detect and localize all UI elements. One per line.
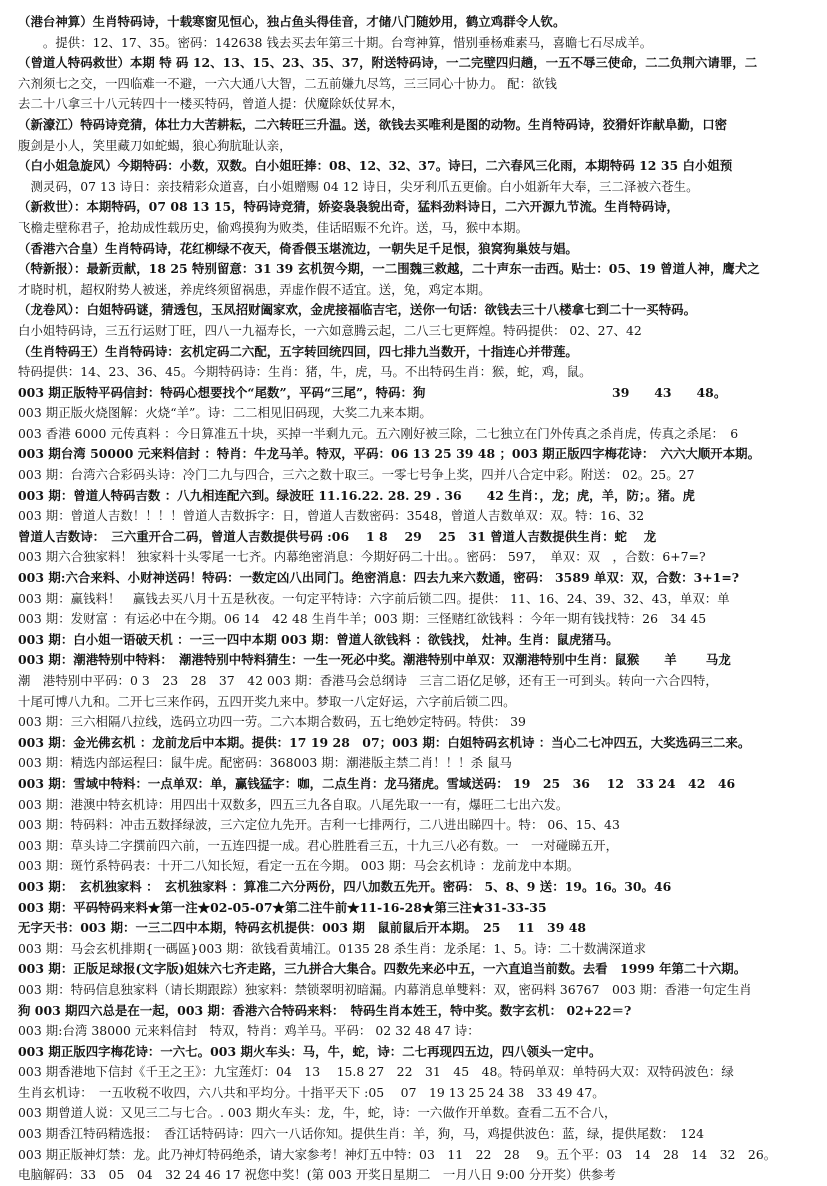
text-line: 十尾可博八九和。二开七三来作码，五四开奖九来中。梦取一八定好运，六字前后锁二四。: [18, 693, 516, 709]
text-line: 特码提供：14、23、36、45。今期特码诗：生肖：猪，牛，虎，马。不出特码生肖：猴，蛇，鸡，鼠。: [18, 364, 592, 380]
text-line: 。提供：12、17、35。密码：142638 钱去买去年第三十期。台弯神算，惜别垂杨难素马，喜瞻七石尽成羊。: [18, 34, 653, 50]
text-line: （新濠江）特码诗竞猜，体壮力大苦耕耘，二六转旺三升温。送，欲钱去买唯利是图的动物。生肖特码诗，狡猾奸诈献阜勤，口密: [18, 116, 728, 132]
text-line: 003 期： 玄机独家料 ： 玄机独家料 ：算准二六分两份，四八加数五先开。密码： 5、8、9 送：19。16。30。46: [18, 878, 672, 894]
text-line: 003 期：潮港特别中特料： 潮港特别中特料猜生：一生一死必中奖。潮港特别中单双：双潮港特别中生肖：鼠猴 羊 马龙: [18, 652, 731, 668]
text-line: 潮 港特别中平码：0 3 23 28 37 42 003 期：香港马会总纲诗 三言二语亿足够，还有王一可到头。转向一六合四特，: [18, 673, 718, 688]
text-line: 003 期:台湾 38000 元来料信封 特双，特肖：鸡羊马。平码： 02 32 48 47 诗：: [18, 1023, 480, 1039]
text-line: 白小姐特码诗，三五行运财丁旺，四八一九福寿长，一六如意腾云起，二八三七更辉煌。特码提供： 02、27、42: [18, 322, 642, 338]
text-line: 才晓时机，超权附势人被迷，养虎终须留祸患，弄虚作假不适宜。送，兔，鸡定本期。: [18, 281, 491, 297]
text-line: （曾道人特码救世）本期 特 码 12、13、15、23、35、37，附送特码诗，一二完壁四归趟，一五不辱三使命，二二负荆六请罪，二: [18, 55, 758, 71]
text-line: （特新报）：最新贡献，18 25 特别留意：31 39 玄机贺今期，一二围魏三救越，二十声东一击西。贴士：05、19 曾道人神，鹰犬之: [18, 261, 760, 277]
text-line: 003 期：赢钱料！ 赢钱去买八月十五是秋夜。一句定平特诗：六字前后锁二四。提供： 11、16、24、39、32、43，单双：单: [18, 590, 730, 606]
text-line: 003 期：港澳中特玄机诗：用四出十双数多，四五三九各自取。八尾先取一一有，爆旺二七出六发。: [18, 796, 569, 812]
text-line: （生肖特码王）生肖特码诗：玄机定码二六配，五字转回统四回，四七排九当数开，十指连心并带莲。: [18, 343, 578, 359]
text-line: 003 期:六合来料、小财神送码！特码：一数定凶八出同门。绝密消息：四去九来六数通，密码： 3589 单双：双，合数：3+1=?: [18, 570, 740, 586]
text-line: （龙卷风）：白姐特码谜，猜透包，玉凤招财阖家欢，金虎接福临吉宅，送你一句话：欲钱去三十八楼拿七到二十一买特码。: [18, 302, 697, 318]
text-line: 003 期香港地下信封《千王之王》：九宝莲灯：04 13 15.8 27 22 31 45 48。特码单双：单特码大双：双特码波色：绿: [18, 1064, 734, 1080]
text-line: （新救世）：本期特码，07 08 13 15，特码诗竞猜，娇姿袅袅貌出奇，猛料劲料诗日，二六开源九节流。生肖特码诗，: [18, 199, 679, 215]
lottery-tips-document: [18, 12, 813, 1186]
text-line: 003 期正版四字梅花诗：一六七。003 期火车头：马，牛，蛇，诗：二七再现四五边，四八领头一定中。: [18, 1043, 602, 1059]
text-line: 003 期：特码料：冲击五数择绿波，三六定位九先开。吉利一七排两行，二八进出睇四十。特： 06、15、43: [18, 817, 620, 833]
text-line: 生肖玄机诗： 一五收税不收四，六八共和平均分。十指平天下 :05 07 19 13 25 24 38 33 49 47。: [18, 1084, 605, 1100]
text-line: 003 期：雪域中特料：一点单双：单，赢钱猛字：咖，二点生肖：龙马猪虎。雪域送码： 19 25 36 12 33 24 42 46: [18, 775, 736, 791]
text-line: 003 期香江特码精选报： 香江话特码诗：四六一八话你知。提供生肖：羊，狗，马，鸡提供波色：蓝，绿，提供尾数： 124: [18, 1126, 705, 1142]
text-line: 003 期正版火烧图解：火烧“羊”。诗：二二相见旧码现，大奖二九来本期。: [18, 405, 432, 421]
text-line: 003 期：精选内部运程曰：鼠牛虎。配密码：368003 期：潮港版主禁二肖！！！杀 鼠马: [18, 755, 512, 771]
text-line: （港台神算）生肖特码诗，十载寒窗见恒心，独占鱼头得佳音，才储八门随妙用，鹤立鸡群令人钦。: [18, 14, 566, 29]
text-line: 003 期：平码特码来料★第一注★02-05-07★第二注牛前★11-16-28★第三注★31-33-35: [18, 899, 547, 915]
text-line: 去二十八拿三十八元转四十一楼买特码，曾道人提：伏魔除妖仗昇木，: [18, 96, 404, 112]
text-line: 003 期正版特平码信封：特码心想要找个“尾数”，平码“三尾”，特码：狗 39 43 48。: [18, 384, 727, 400]
text-line: 003 期：金光佛玄机 ：龙前龙后中本期。提供：17 19 28 07；003 期：白姐特码玄机诗 ：当心二七冲四五，大奖选码三二来。: [18, 734, 751, 750]
text-line: 003 期曾道人说：又见三二与七合。. 003 期火车头：龙，牛，蛇，诗：一六做作开单数。查看二五不合八，: [18, 1105, 617, 1121]
text-line: 003 期：曾道人特码吉数 ：八九相连配六到。绿波旺 11.16.22. 28. 29 . 36 42 生肖：，龙；虎，羊，防；。猪。虎: [18, 487, 695, 503]
text-line: 六剂须七之交，一四临难一不避，一六大通八大智，二五前嫌九尽笃，三三同心十协力。 配：欲钱: [18, 75, 557, 91]
text-line: 测灵码，07 13 诗日：亲技精彩众道喜，白小姐赠赐 04 12 诗日，尖牙利爪五更偷。白小姐新年大奉，三二泽被六苍生。: [18, 178, 699, 194]
text-line: 曾道人吉数诗： 三六重开合二码，曾道人吉数提供号码 :06 1 8 29 25 31 曾道人吉数提供生肖：蛇 龙: [18, 528, 657, 544]
text-line: 003 期正版神灯禁：龙。此乃神灯特码绝杀，请大家参考！神灯五中特：03 11 22 28 9。五个平：03 14 28 14 32 26。: [18, 1146, 777, 1162]
text-line: 腹剑是小人，笑里藏刀如蛇蝎，狼心狗肮耻认亲，: [18, 137, 292, 153]
text-line: 飞檐走壁称君子，抢劫成性载历史，偷鸡摸狗为败类，佳话昭赈不允许。送，马，猴中本期。: [18, 219, 529, 235]
text-line: 003 期：正版足球报(文字版)姐妹六七齐走路，三九拼合大集合。四数先来必中五，一六直追当前数。去看 1999 年第二十六期。: [18, 961, 747, 977]
text-line: 003 期：斑竹系特码表：十开二八知长短，看定一五在今期。 003 期：马会玄机诗 ：龙前龙中本期。: [18, 858, 580, 874]
text-line: 003 期：三六相隔八拉线，选码立功四一劳。二六本期合数码，五七绝妙定特码。特供： 39: [18, 714, 526, 730]
text-line: 003 期：发财富 ：有运必中在今期。06 14 42 48 生肖牛羊；003 期：三怪赌红欲钱料 ：今年一期有钱找特：26 34 45: [18, 611, 707, 627]
text-line: 电脑解码：33 05 04 32 24 46 17 祝您中奖！(第 003 开奖日星期二 一月八日 9:00 分开奖）供参考: [18, 1167, 616, 1183]
text-line: 003 期：马会玄机排期{一碼區}003 期：欲钱看黄埔江。0135 28 杀生肖：龙杀尾：1、5。诗：二十数满深道求: [18, 940, 647, 956]
text-line: 无字天书：003 期：一三二四中本期，特码玄机提供：003 期 鼠前鼠后开本期。 25 11 39 48: [18, 920, 587, 936]
text-line: 003 期：曾道人吉数！！！！曾道人吉数拆字：日，曾道人吉数密码：3548，曾道人吉数单双：双。特：16、32: [18, 508, 645, 524]
text-line: 狗 003 期四六总是在一起，003 期：香港六合特码来料： 特码生肖本姓王，特中奖。数字玄机： 02+22＝?: [18, 1002, 632, 1018]
text-line: 003 期六合独家料！ 独家料十头零尾一七齐。内幕绝密消息：今期好码二十出。。密码： 597， 单双：双 ，合数：6+7=?: [18, 549, 706, 565]
text-line: （白小姐急旋风）今期特码：小数，双数。白小姐旺捧：08、12、32、37。诗曰，二六春风三化雨，本期特码 12 35 白小姐预: [18, 158, 733, 174]
text-line: （香港六合皇）生肖特码诗，花红柳绿不夜天，倚香偎玉堪流边，一朝失足千足恨，狼窝狗巢妓与娼。: [18, 240, 578, 256]
text-line: 003 期：草头诗二字撰前四六前，一五连四提一成。君心胜胜看三五，十九三八必有数。一 一对碰睇五开，: [18, 837, 619, 853]
text-line: 003 期：白小姐一语破天机 ：一三一四中本期 003 期：曾道人欲钱料 ：欲钱找， 灶神。生肖：鼠虎猪马。: [18, 631, 619, 647]
text-line: 003 期：特码信息独家料（请长期跟踪）独家料：禁锁翠明初暗漏。内幕消息单雙料：双，密码料 36767 003 期：香港一句定生肖: [18, 981, 752, 997]
text-line: 003 香港 6000 元传真料 ：今日算准五十块，买掉一半剩九元。五六刚好被三除，二七独立在门外传真之杀肖虎，传真之杀尾： 6: [18, 425, 739, 441]
text-line: 003 期：台湾六合彩码头诗：冷门二九与四合，三六之数十取三。一零七号争上奖，四并八合定中彩。附送： 02。25。27: [18, 467, 695, 483]
text-line: 003 期台湾 50000 元来料信封 ：特肖：牛龙马羊。特双，平码：06 13 25 39 48 ；003 期正版四字梅花诗： 六六大顺开本期。: [18, 446, 761, 462]
